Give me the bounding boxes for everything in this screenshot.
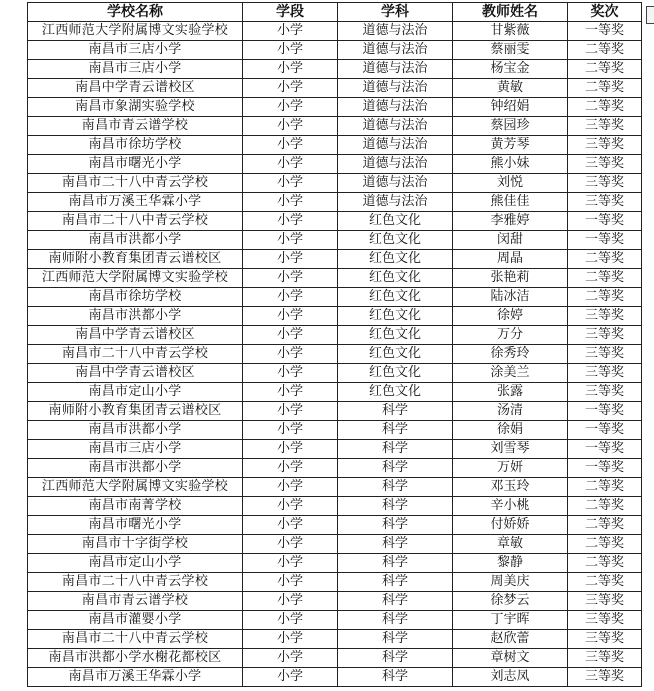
table-row bbox=[28, 459, 642, 478]
cell-school-name: 南昌市二十八中青云学校 bbox=[28, 345, 243, 364]
cell-school-name: 南昌市二十八中青云学校 bbox=[28, 630, 243, 649]
cell-award-level: 三等奖 bbox=[568, 649, 642, 668]
cell-subject: 科学 bbox=[338, 516, 453, 535]
table-row bbox=[28, 402, 642, 421]
cell-school-stage: 小学 bbox=[243, 611, 338, 630]
cell-teacher-name: 涂美兰 bbox=[453, 364, 568, 383]
cell-school-name: 南昌市洪都小学 bbox=[28, 307, 243, 326]
cell-subject: 红色文化 bbox=[338, 250, 453, 269]
cell-school-name: 南昌市十字街学校 bbox=[28, 535, 243, 554]
cell-school-name: 江西师范大学附属博文实验学校 bbox=[28, 269, 243, 288]
cell-subject: 红色文化 bbox=[338, 288, 453, 307]
cell-school-name: 南昌市青云谱学校 bbox=[28, 117, 243, 136]
cell-subject: 科学 bbox=[338, 459, 453, 478]
cell-school-name: 南昌市洪都小学 bbox=[28, 231, 243, 250]
cell-teacher-name: 徐梦云 bbox=[453, 592, 568, 611]
table-row bbox=[28, 573, 642, 592]
cell-school-stage: 小学 bbox=[243, 440, 338, 459]
cell-teacher-name: 万分 bbox=[453, 326, 568, 345]
table-row bbox=[28, 136, 642, 155]
cell-school-name: 南昌市南菁学校 bbox=[28, 497, 243, 516]
cell-teacher-name: 赵欣蕾 bbox=[453, 630, 568, 649]
header-school-stage: 学段 bbox=[243, 3, 338, 22]
cell-school-stage: 小学 bbox=[243, 573, 338, 592]
cell-school-name: 南昌市万溪王华霖小学 bbox=[28, 193, 243, 212]
cell-award-level: 一等奖 bbox=[568, 231, 642, 250]
cell-award-level: 二等奖 bbox=[568, 497, 642, 516]
cell-school-stage: 小学 bbox=[243, 41, 338, 60]
header-teacher-name: 教师姓名 bbox=[453, 3, 568, 22]
cell-award-level: 二等奖 bbox=[568, 60, 642, 79]
cell-school-name: 南昌市二十八中青云学校 bbox=[28, 212, 243, 231]
cell-award-level: 一等奖 bbox=[568, 402, 642, 421]
cell-school-name: 南昌市青云谱学校 bbox=[28, 592, 243, 611]
cell-subject: 道德与法治 bbox=[338, 155, 453, 174]
cell-subject: 红色文化 bbox=[338, 345, 453, 364]
cell-subject: 科学 bbox=[338, 649, 453, 668]
cell-school-name: 南师附小教育集团青云谱校区 bbox=[28, 402, 243, 421]
cell-school-name: 南师附小教育集团青云谱校区 bbox=[28, 250, 243, 269]
header-school-name: 学校名称 bbox=[28, 3, 243, 22]
cell-teacher-name: 付娇娇 bbox=[453, 516, 568, 535]
table-row bbox=[28, 288, 642, 307]
scroll-edge-tab[interactable] bbox=[646, 6, 654, 24]
cell-subject: 科学 bbox=[338, 668, 453, 687]
cell-award-level: 二等奖 bbox=[568, 535, 642, 554]
cell-subject: 科学 bbox=[338, 573, 453, 592]
table-header-row bbox=[28, 3, 642, 22]
cell-teacher-name: 张露 bbox=[453, 383, 568, 402]
cell-subject: 道德与法治 bbox=[338, 22, 453, 41]
cell-subject: 科学 bbox=[338, 478, 453, 497]
cell-subject: 科学 bbox=[338, 611, 453, 630]
cell-school-name: 南昌市二十八中青云学校 bbox=[28, 174, 243, 193]
cell-teacher-name: 蔡丽雯 bbox=[453, 41, 568, 60]
table-row bbox=[28, 516, 642, 535]
cell-teacher-name: 熊佳佳 bbox=[453, 193, 568, 212]
cell-school-stage: 小学 bbox=[243, 307, 338, 326]
cell-school-stage: 小学 bbox=[243, 79, 338, 98]
cell-teacher-name: 章敏 bbox=[453, 535, 568, 554]
cell-teacher-name: 徐娟 bbox=[453, 421, 568, 440]
cell-award-level: 二等奖 bbox=[568, 269, 642, 288]
cell-school-stage: 小学 bbox=[243, 592, 338, 611]
cell-teacher-name: 徐婷 bbox=[453, 307, 568, 326]
cell-subject: 科学 bbox=[338, 630, 453, 649]
cell-school-stage: 小学 bbox=[243, 421, 338, 440]
cell-subject: 红色文化 bbox=[338, 212, 453, 231]
table-row bbox=[28, 649, 642, 668]
cell-teacher-name: 刘志凤 bbox=[453, 668, 568, 687]
cell-school-stage: 小学 bbox=[243, 193, 338, 212]
cell-award-level: 二等奖 bbox=[568, 250, 642, 269]
table-row bbox=[28, 269, 642, 288]
cell-teacher-name: 杨宝金 bbox=[453, 60, 568, 79]
award-table bbox=[27, 2, 642, 687]
cell-school-stage: 小学 bbox=[243, 649, 338, 668]
table-row bbox=[28, 326, 642, 345]
cell-school-stage: 小学 bbox=[243, 174, 338, 193]
cell-teacher-name: 熊小妹 bbox=[453, 155, 568, 174]
cell-teacher-name: 丁宇晖 bbox=[453, 611, 568, 630]
table-row bbox=[28, 41, 642, 60]
cell-teacher-name: 章树文 bbox=[453, 649, 568, 668]
cell-award-level: 三等奖 bbox=[568, 193, 642, 212]
cell-school-name: 南昌市三店小学 bbox=[28, 41, 243, 60]
cell-school-name: 江西师范大学附属博文实验学校 bbox=[28, 22, 243, 41]
cell-school-stage: 小学 bbox=[243, 22, 338, 41]
cell-award-level: 二等奖 bbox=[568, 79, 642, 98]
cell-award-level: 三等奖 bbox=[568, 155, 642, 174]
cell-school-stage: 小学 bbox=[243, 98, 338, 117]
cell-school-stage: 小学 bbox=[243, 212, 338, 231]
cell-school-stage: 小学 bbox=[243, 535, 338, 554]
cell-award-level: 三等奖 bbox=[568, 136, 642, 155]
cell-teacher-name: 徐秀玲 bbox=[453, 345, 568, 364]
cell-award-level: 三等奖 bbox=[568, 326, 642, 345]
cell-school-name: 南昌中学青云谱校区 bbox=[28, 79, 243, 98]
cell-school-stage: 小学 bbox=[243, 554, 338, 573]
cell-teacher-name: 陆冰洁 bbox=[453, 288, 568, 307]
table-row bbox=[28, 250, 642, 269]
cell-school-stage: 小学 bbox=[243, 155, 338, 174]
cell-school-stage: 小学 bbox=[243, 60, 338, 79]
cell-school-stage: 小学 bbox=[243, 345, 338, 364]
cell-school-name: 南昌市定山小学 bbox=[28, 554, 243, 573]
cell-subject: 红色文化 bbox=[338, 231, 453, 250]
cell-subject: 红色文化 bbox=[338, 307, 453, 326]
cell-subject: 科学 bbox=[338, 535, 453, 554]
cell-award-level: 一等奖 bbox=[568, 212, 642, 231]
cell-subject: 道德与法治 bbox=[338, 193, 453, 212]
cell-teacher-name: 辛小桃 bbox=[453, 497, 568, 516]
cell-school-stage: 小学 bbox=[243, 459, 338, 478]
cell-award-level: 三等奖 bbox=[568, 592, 642, 611]
cell-school-stage: 小学 bbox=[243, 326, 338, 345]
table-row bbox=[28, 79, 642, 98]
cell-subject: 科学 bbox=[338, 497, 453, 516]
table-row bbox=[28, 554, 642, 573]
cell-teacher-name: 甘紫薇 bbox=[453, 22, 568, 41]
table-row bbox=[28, 421, 642, 440]
table-row bbox=[28, 212, 642, 231]
cell-teacher-name: 闵甜 bbox=[453, 231, 568, 250]
cell-award-level: 一等奖 bbox=[568, 459, 642, 478]
table-row bbox=[28, 535, 642, 554]
cell-award-level: 三等奖 bbox=[568, 174, 642, 193]
table-row bbox=[28, 478, 642, 497]
cell-school-name: 南昌市洪都小学 bbox=[28, 459, 243, 478]
cell-teacher-name: 黄芳琴 bbox=[453, 136, 568, 155]
cell-subject: 科学 bbox=[338, 592, 453, 611]
header-award-level: 奖次 bbox=[568, 3, 642, 22]
cell-school-stage: 小学 bbox=[243, 402, 338, 421]
cell-award-level: 一等奖 bbox=[568, 22, 642, 41]
cell-school-name: 南昌市徐坊学校 bbox=[28, 136, 243, 155]
cell-award-level: 三等奖 bbox=[568, 117, 642, 136]
cell-subject: 道德与法治 bbox=[338, 174, 453, 193]
cell-subject: 科学 bbox=[338, 440, 453, 459]
cell-subject: 道德与法治 bbox=[338, 60, 453, 79]
table-row bbox=[28, 231, 642, 250]
table-row bbox=[28, 592, 642, 611]
table-row bbox=[28, 364, 642, 383]
cell-teacher-name: 邓玉玲 bbox=[453, 478, 568, 497]
cell-award-level: 三等奖 bbox=[568, 630, 642, 649]
cell-school-name: 南昌中学青云谱校区 bbox=[28, 364, 243, 383]
header-subject: 学科 bbox=[338, 3, 453, 22]
cell-award-level: 二等奖 bbox=[568, 554, 642, 573]
cell-subject: 道德与法治 bbox=[338, 98, 453, 117]
cell-subject: 道德与法治 bbox=[338, 136, 453, 155]
cell-school-stage: 小学 bbox=[243, 497, 338, 516]
cell-school-stage: 小学 bbox=[243, 269, 338, 288]
table-row bbox=[28, 98, 642, 117]
cell-school-name: 南昌市二十八中青云学校 bbox=[28, 573, 243, 592]
cell-subject: 红色文化 bbox=[338, 364, 453, 383]
table-row bbox=[28, 611, 642, 630]
cell-award-level: 三等奖 bbox=[568, 364, 642, 383]
table-row bbox=[28, 174, 642, 193]
cell-teacher-name: 周美庆 bbox=[453, 573, 568, 592]
cell-teacher-name: 黎静 bbox=[453, 554, 568, 573]
cell-teacher-name: 汤清 bbox=[453, 402, 568, 421]
award-list-sheet bbox=[27, 2, 642, 687]
cell-teacher-name: 万妍 bbox=[453, 459, 568, 478]
cell-school-stage: 小学 bbox=[243, 364, 338, 383]
cell-school-stage: 小学 bbox=[243, 250, 338, 269]
cell-award-level: 二等奖 bbox=[568, 288, 642, 307]
cell-subject: 道德与法治 bbox=[338, 79, 453, 98]
cell-subject: 红色文化 bbox=[338, 383, 453, 402]
cell-award-level: 三等奖 bbox=[568, 668, 642, 687]
cell-teacher-name: 周晶 bbox=[453, 250, 568, 269]
cell-subject: 科学 bbox=[338, 421, 453, 440]
cell-award-level: 三等奖 bbox=[568, 345, 642, 364]
table-row bbox=[28, 117, 642, 136]
cell-school-stage: 小学 bbox=[243, 117, 338, 136]
cell-school-name: 南昌市曙光小学 bbox=[28, 516, 243, 535]
cell-school-name: 南昌市曙光小学 bbox=[28, 155, 243, 174]
cell-award-level: 二等奖 bbox=[568, 98, 642, 117]
cell-subject: 红色文化 bbox=[338, 326, 453, 345]
cell-teacher-name: 黄敏 bbox=[453, 79, 568, 98]
cell-teacher-name: 李雅婷 bbox=[453, 212, 568, 231]
cell-school-stage: 小学 bbox=[243, 383, 338, 402]
table-row bbox=[28, 630, 642, 649]
table-row bbox=[28, 668, 642, 687]
cell-award-level: 三等奖 bbox=[568, 383, 642, 402]
cell-subject: 科学 bbox=[338, 402, 453, 421]
table-row bbox=[28, 497, 642, 516]
cell-subject: 科学 bbox=[338, 554, 453, 573]
cell-school-stage: 小学 bbox=[243, 516, 338, 535]
table-row bbox=[28, 60, 642, 79]
cell-school-name: 南昌市灌婴小学 bbox=[28, 611, 243, 630]
cell-teacher-name: 钟绍娟 bbox=[453, 98, 568, 117]
cell-school-stage: 小学 bbox=[243, 231, 338, 250]
cell-school-name: 南昌市洪都小学 bbox=[28, 421, 243, 440]
cell-award-level: 二等奖 bbox=[568, 478, 642, 497]
cell-school-stage: 小学 bbox=[243, 288, 338, 307]
cell-school-name: 南昌中学青云谱校区 bbox=[28, 326, 243, 345]
cell-teacher-name: 张艳莉 bbox=[453, 269, 568, 288]
cell-school-name: 南昌市三店小学 bbox=[28, 60, 243, 79]
cell-award-level: 二等奖 bbox=[568, 41, 642, 60]
cell-school-name: 南昌市象湖实验学校 bbox=[28, 98, 243, 117]
cell-school-stage: 小学 bbox=[243, 668, 338, 687]
table-row bbox=[28, 440, 642, 459]
table-row bbox=[28, 193, 642, 212]
cell-subject: 道德与法治 bbox=[338, 41, 453, 60]
cell-school-stage: 小学 bbox=[243, 478, 338, 497]
cell-award-level: 三等奖 bbox=[568, 611, 642, 630]
cell-school-stage: 小学 bbox=[243, 136, 338, 155]
cell-teacher-name: 刘悦 bbox=[453, 174, 568, 193]
table-row bbox=[28, 307, 642, 326]
table-row bbox=[28, 155, 642, 174]
cell-teacher-name: 刘雪琴 bbox=[453, 440, 568, 459]
cell-school-name: 南昌市万溪王华霖小学 bbox=[28, 668, 243, 687]
cell-award-level: 一等奖 bbox=[568, 440, 642, 459]
cell-award-level: 二等奖 bbox=[568, 573, 642, 592]
cell-school-name: 南昌市定山小学 bbox=[28, 383, 243, 402]
cell-subject: 红色文化 bbox=[338, 269, 453, 288]
cell-school-stage: 小学 bbox=[243, 630, 338, 649]
table-row bbox=[28, 345, 642, 364]
cell-subject: 道德与法治 bbox=[338, 117, 453, 136]
award-table-body bbox=[28, 22, 642, 687]
cell-teacher-name: 蔡园珍 bbox=[453, 117, 568, 136]
cell-award-level: 三等奖 bbox=[568, 307, 642, 326]
table-row bbox=[28, 22, 642, 41]
cell-school-name: 南昌市洪都小学水榭花都校区 bbox=[28, 649, 243, 668]
table-row bbox=[28, 383, 642, 402]
cell-school-name: 南昌市徐坊学校 bbox=[28, 288, 243, 307]
cell-school-name: 南昌市三店小学 bbox=[28, 440, 243, 459]
cell-award-level: 二等奖 bbox=[568, 516, 642, 535]
cell-award-level: 一等奖 bbox=[568, 421, 642, 440]
cell-school-name: 江西师范大学附属博文实验学校 bbox=[28, 478, 243, 497]
